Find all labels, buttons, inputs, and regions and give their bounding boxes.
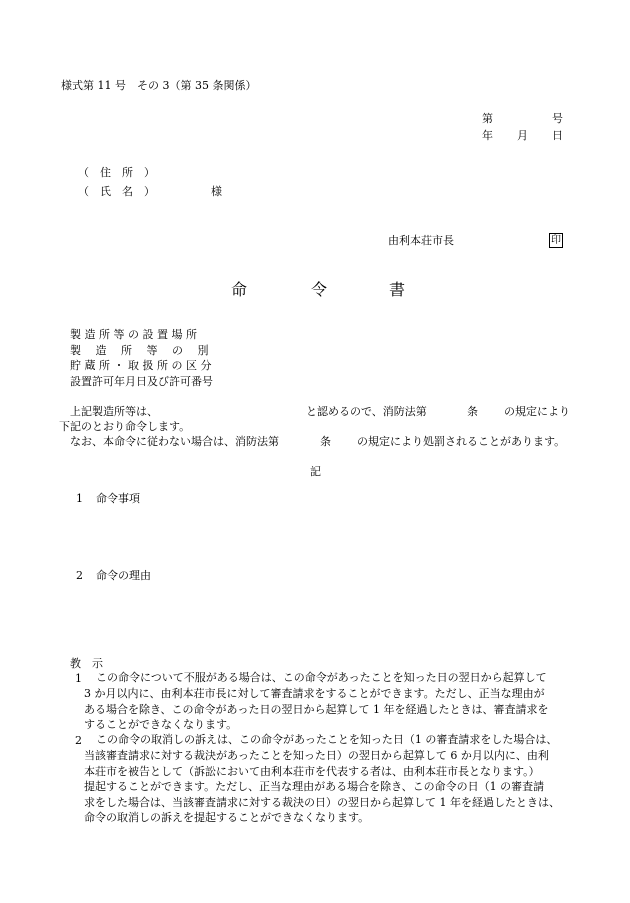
field-location: 製 造 所 等 の 設 置 場 所 xyxy=(70,328,197,341)
field-permit: 設置許可年月日及び許可番号 xyxy=(70,375,213,388)
instruction-2-line-4: 提起することができます。ただし、正当な理由がある場合を除き、この命令の日（1 の審査請 xyxy=(84,780,545,793)
date-year: 年 xyxy=(482,129,493,142)
body-line1-b: と認めるので、消防法第 xyxy=(306,405,427,418)
body-line2: 下記のとおり命令します。 xyxy=(59,420,191,433)
body-line3-a: なお、本命令に従わない場合は、消防法第 xyxy=(70,435,279,448)
ki-mark: 記 xyxy=(310,465,321,478)
instruction-2-num: 2 xyxy=(75,734,82,747)
body-line3-b: 条 xyxy=(320,435,331,448)
body-line1-a: 上記製造所等は、 xyxy=(70,405,158,418)
number-suffix: 号 xyxy=(552,112,563,125)
address-label: （ 住 所 ） xyxy=(78,166,155,179)
date-day: 日 xyxy=(552,129,563,142)
section-2-num: 2 xyxy=(76,569,83,582)
instructions-heading: 教 示 xyxy=(70,657,103,670)
document-title-2: 令 xyxy=(311,280,328,299)
instruction-2-line-3: 本荘市を被告として（訴訟において由利本荘市を代表する者は、由利本荘市長となります。） xyxy=(84,765,540,778)
instruction-1-line-2: 3 か月以内に、由利本荘市長に対して審査請求をすることができます。ただし、正当な理由が xyxy=(84,687,545,700)
document-title-1: 命 xyxy=(231,280,248,299)
section-1-label: 命令事項 xyxy=(96,492,140,505)
instruction-1-line-4: することができなくなります。 xyxy=(84,718,238,731)
number-prefix: 第 xyxy=(482,112,493,125)
field-type: 製 造 所 等 の 別 xyxy=(70,344,209,357)
instruction-2-line-6: 命令の取消しの訴えを提起することができなくなります。 xyxy=(84,811,370,824)
body-line1-d: の規定により xyxy=(504,405,570,418)
name-label: （ 氏 名 ） xyxy=(78,185,155,198)
instruction-2-line-5: 求をした場合は、当該審査請求に対する裁決の日）の翌日から起算して 1 年を経過したときは、 xyxy=(84,796,560,809)
honorific: 様 xyxy=(211,185,222,198)
field-category: 貯 蔵 所 ・ 取 扱 所 の 区 分 xyxy=(70,359,212,372)
instruction-1-line-3: ある場合を除き、この命令があった日の翌日から起算して 1 年を経過したときは、審査請求を xyxy=(84,703,549,716)
body-line3-c: の規定により処罰されることがあります。 xyxy=(357,435,566,448)
seal-mark: 印 xyxy=(551,235,561,246)
section-2-label: 命令の理由 xyxy=(96,569,151,582)
instruction-1-line-1: この命令について不服がある場合は、この命令があったことを知った日の翌日から起算して xyxy=(96,671,547,684)
instruction-1-num: 1 xyxy=(75,672,82,685)
date-month: 月 xyxy=(517,129,528,142)
document-title-3: 書 xyxy=(389,280,406,299)
issuer-seal xyxy=(549,233,563,248)
form-label: 様式第 11 号 その 3（第 35 条関係） xyxy=(61,79,257,92)
instruction-2-line-2: 当該審査請求に対する裁決があったことを知った日）の翌日から起算して 6 か月以内に、由利 xyxy=(84,749,549,762)
issuer-title: 由利本荘市長 xyxy=(388,234,454,247)
section-1-num: 1 xyxy=(76,492,83,505)
instruction-2-line-1: この命令の取消しの訴えは、この命令があったことを知った日（1 の審査請求をした場合は、 xyxy=(96,733,558,746)
body-line1-c: 条 xyxy=(467,405,478,418)
